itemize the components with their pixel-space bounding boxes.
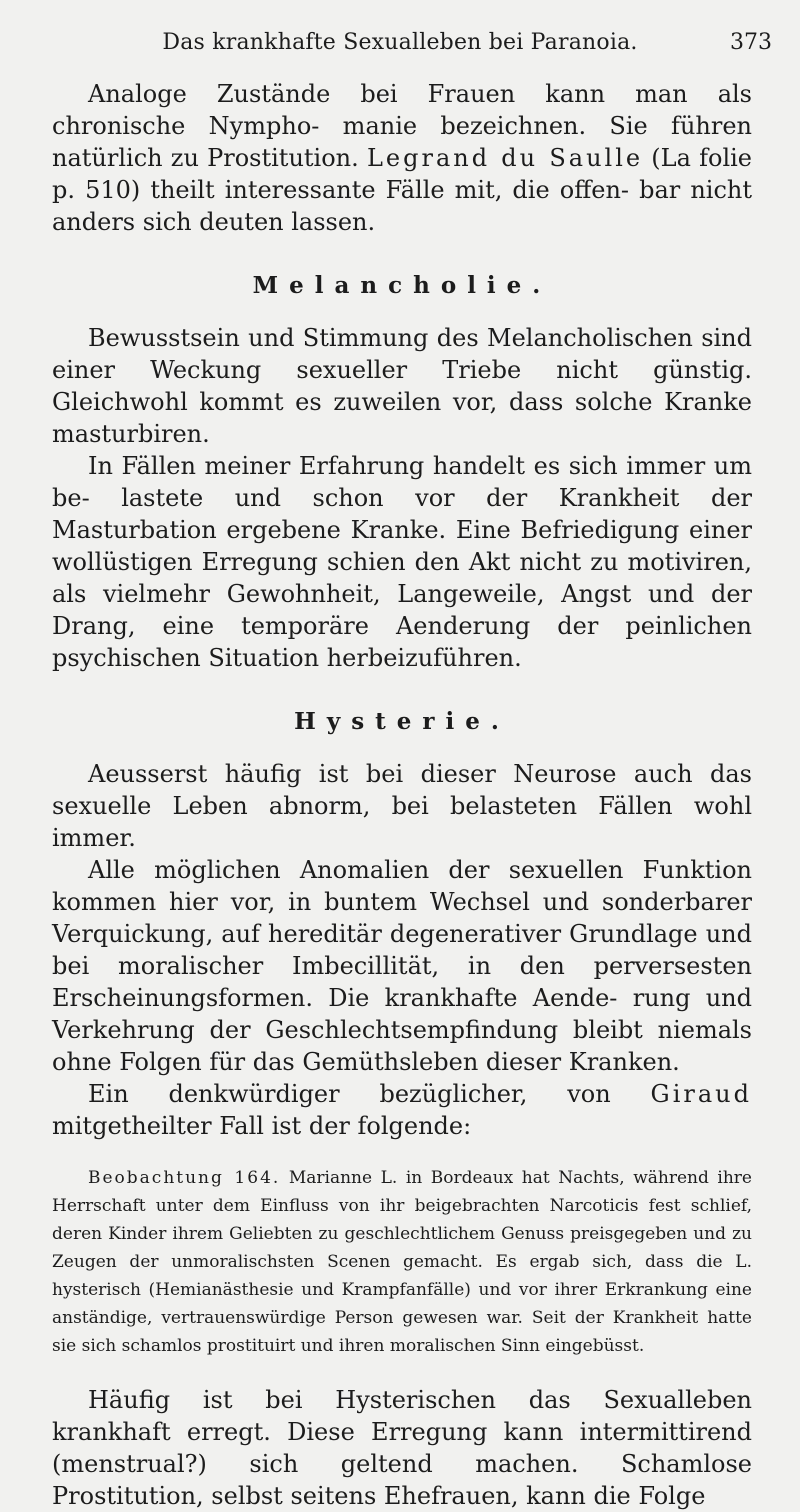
paragraph-erfahrung: In Fällen meiner Erfahrung handelt es sich immer um be- lastete und schon vor der Krankheit der Masturbation ergebene Kranke. Eine Befriedigung einer wollüstigen Erregung schien den Akt nicht zu motiviren, als vielmehr Gewohnheit, Langeweile, Angst und der Drang, eine temporäre Aenderung der peinlichen psychischen Situation herbeizuführen. bbox=[52, 452, 752, 672]
page-number: 373 bbox=[730, 30, 772, 55]
section-heading-melancholie: Melancholie. bbox=[252, 272, 552, 299]
paragraph-haeufig: Häufig ist bei Hysterischen das Sexualleben krankhaft erregt. Diese Erregung kann intermittirend (menstrual?) sich geltend machen. Schamlose Prostitution, selbst seitens Ehefrauen, kann die Folge bbox=[52, 1386, 752, 1510]
paragraph-text: Analoge Zustände bei Frauen kann man als chronische Nympho- manie bezeichnen. Sie führen natürlich zu Prostitution. bbox=[52, 80, 752, 172]
observation-label: Beobachtung 164. bbox=[88, 1168, 281, 1188]
paragraph-text: mitgetheilter Fall ist der folgende: bbox=[52, 1112, 472, 1140]
running-header bbox=[0, 30, 800, 70]
author-name: Giraud bbox=[650, 1080, 752, 1108]
paragraph-nymphomanie bbox=[52, 78, 752, 238]
paragraph-aeusserst: Aeusserst häufig ist bei dieser Neurose auch das sexuelle Leben abnorm, bei belasteten Fällen wohl immer. bbox=[52, 760, 752, 852]
observation-text: Marianne L. in Bordeaux hat Nachts, während ihre Herrschaft unter dem Einfluss von ihr beigebrachten Narcoticis fest schlief, deren Kinder ihrem Geliebten zu geschlechtlichem Genuss preisgegeben und zu Zeugen der unmoralischsten Scenen gemacht. Es ergab sich, dass die L. hysterisch (Hemianästhesie und Krampfanfälle) und vor ihrer Erkrankung eine anständige, vertrauenswürdige Person gewesen war. Seit der Krankheit hatte sie sich schamlos prostituirt und ihren moralischen Sinn eingebüsst. bbox=[52, 1168, 752, 1356]
paragraph-bewusstsein: Bewusstsein und Stimmung des Melancholischen sind einer Weckung sexueller Triebe nicht günstig. Gleichwohl kommt es zuweilen vor, dass solche Kranke masturbiren. bbox=[52, 324, 752, 448]
paragraph-giraud bbox=[52, 1078, 752, 1142]
paragraph-text: Ein denkwürdiger bezüglicher, von bbox=[88, 1080, 651, 1108]
running-title: Das krankhafte Sexualleben bei Paranoia. bbox=[162, 30, 638, 55]
paragraph-text: (La folie p. 510) theilt interessante Fälle mit, die offen- bar nicht anders sich deuten lassen. bbox=[52, 144, 752, 236]
observation-164 bbox=[52, 1164, 752, 1360]
author-name: Legrand du Saulle bbox=[366, 144, 644, 172]
section-heading-hysterie: Hysterie. bbox=[294, 708, 510, 735]
page-body bbox=[52, 78, 752, 1512]
paragraph-anomalien: Alle möglichen Anomalien der sexuellen Funktion kommen hier vor, in buntem Wechsel und sonderbarer Verquickung, auf hereditär degenerativer Grundlage und bei moralischer Imbecillität, in den perversesten Erscheinungsformen. Die krankhafte Aende- rung und Verkehrung der Geschlechtsempfindung bleibt niemals ohne Folgen für das Gemüthsleben dieser Kranken. bbox=[52, 856, 752, 1076]
